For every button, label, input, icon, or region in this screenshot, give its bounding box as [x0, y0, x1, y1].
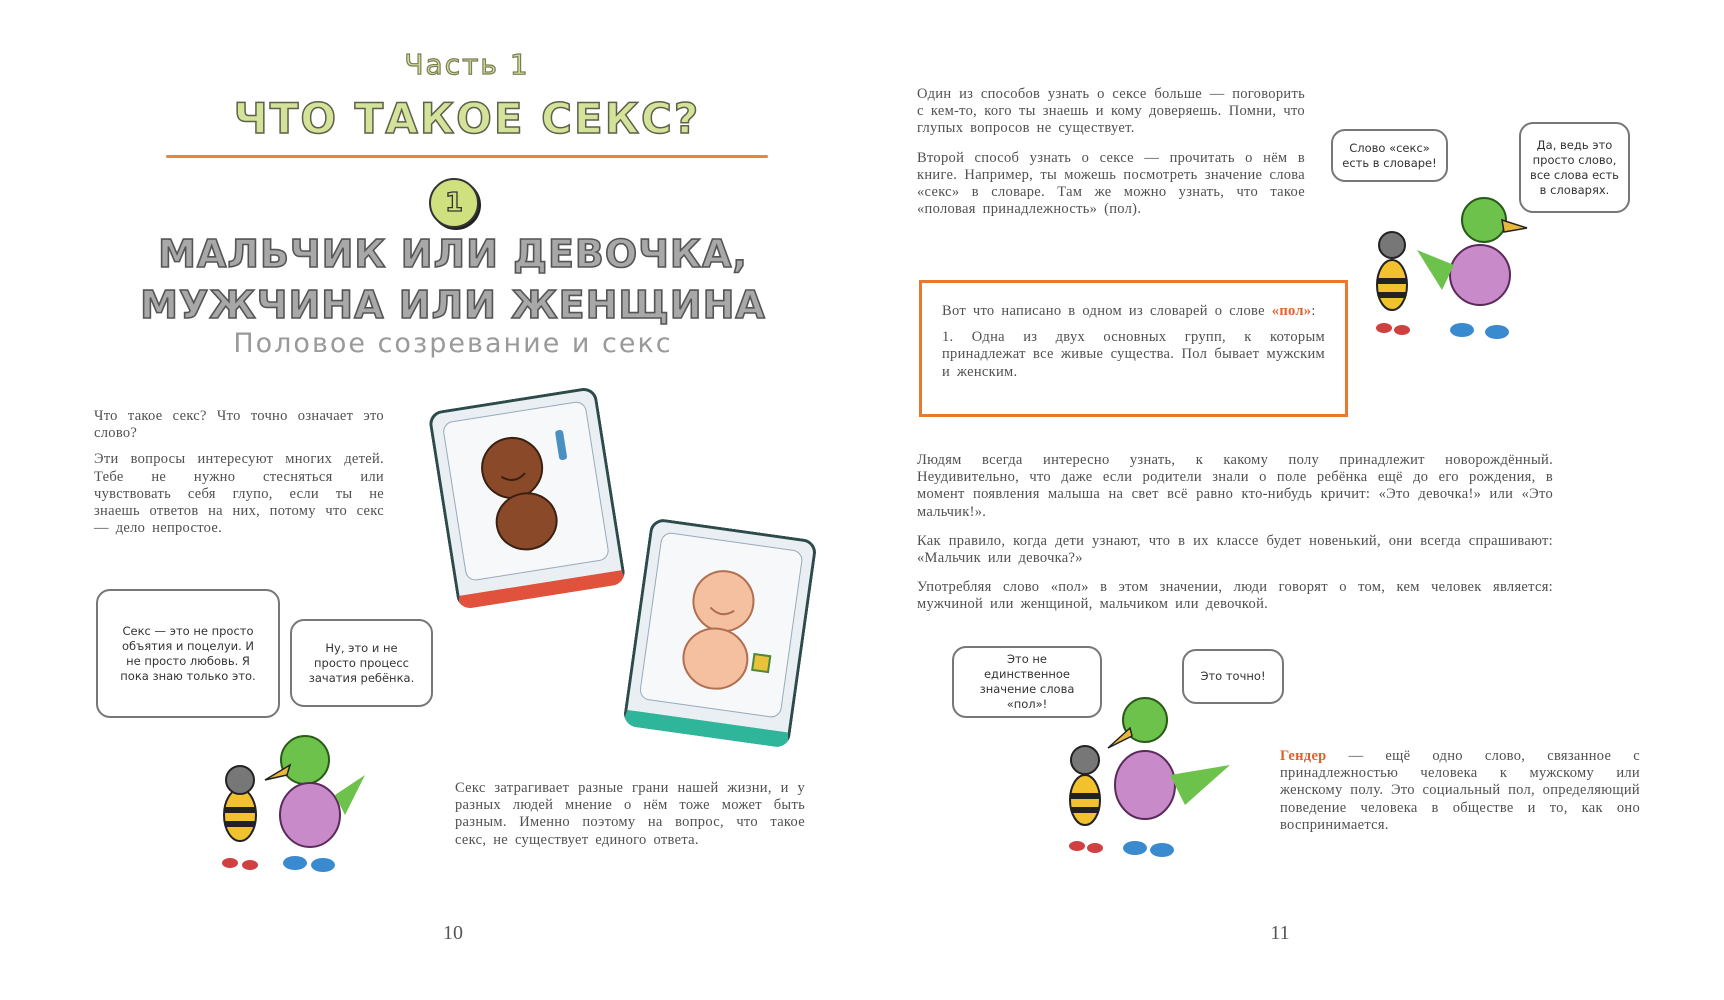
dictionary-intro-text: Вот что написано в одном из словарей о слове — [942, 303, 1265, 319]
speech-bubble-left — [96, 589, 280, 718]
chapter-number-badge: 1 — [429, 178, 479, 228]
bubble-text: Секс — это не просто объятия и поцелуи. И не просто любовь. Я пока знаю только это. — [120, 623, 256, 683]
intro-paragraph: Эти вопросы интересуют многих детей. Тебе не нужно стесняться или чувствовать себя глупо, если ты не знаешь ответов на них, потому что секс — дело непростое. — [94, 451, 384, 537]
baby-light-icon — [628, 521, 815, 730]
middle-text — [917, 452, 1553, 623]
bubble-text: Это точно! — [1200, 669, 1266, 683]
part-label: Часть 1 — [404, 48, 530, 81]
baby-illustration-light — [622, 517, 818, 748]
paragraph: Один из способов узнать о сексе больше — поговорить с кем-то, кого ты знаешь и кому доверяешь. Помни, что глупых вопросов не существует. — [917, 86, 1305, 137]
paragraph: Как правило, когда дети узнают, что в их классе будет новенький, они всегда спрашивают: «Мальчик или девочка?» — [917, 532, 1553, 567]
paragraph: Второй способ узнать о сексе — прочитать о нём в книге. Например, ты можешь посмотреть значение слова «секс» в словаре. Там же можно узнать, что такое «половая принадлежность» (пол). — [917, 149, 1305, 218]
bubble-text: Слово «секс» есть в словаре! — [1342, 140, 1437, 170]
bubble-text: Ну, это и не просто процесс зачатия ребёнка. — [308, 640, 415, 685]
chapter-title-line2: МУЖЧИНА ИЛИ ЖЕНЩИНА — [140, 283, 766, 327]
gender-definition — [1280, 748, 1640, 843]
bubble-text: Это не единственное значение слова «пол»! — [979, 652, 1075, 711]
gender-text: — ещё одно слово, связанное с принадлежностью человека к мужскому или женскому полу. Это социальный пол, определяющий поведение человека в обществе и то, как оно воспринимается. — [1280, 748, 1640, 833]
dictionary-definition: 1. Одна из двух основных групп, к которым принадлежат все живые существа. Пол бывает мужским и женским. — [942, 329, 1325, 380]
baby-dark-icon — [431, 389, 621, 592]
bubble-text: Да, ведь это просто слово, все слова есть в словарях. — [1530, 137, 1619, 197]
intro-text — [94, 408, 384, 546]
dictionary-colon: : — [1311, 303, 1316, 319]
paragraph: Секс затрагивает разные грани нашей жизни, и у разных людей мнение о нём тоже может быть разным. Именно поэтому на вопрос, что такое секс, не существует единого ответа. — [455, 780, 805, 848]
part-title: ЧТО ТАКОЕ СЕКС? — [233, 94, 701, 143]
speech-bubble-top-left — [1331, 129, 1448, 182]
bottom-paragraph — [455, 780, 805, 858]
paragraph: Людям всегда интересно узнать, к какому полу принадлежит новорождённый. Неудивительно, что даже если родители знали о поле ребёнка ещё до его рождения, в момент появления малыша на свет всё равно кто-нибудь кричит: «Это девочка!» или «Это мальчик!». — [917, 452, 1553, 520]
dictionary-box — [919, 280, 1348, 417]
speech-bubble-right — [290, 619, 433, 707]
page-number-right: 11 — [1270, 922, 1290, 944]
page-number-left: 10 — [443, 922, 463, 944]
intro-text-right — [917, 86, 1305, 227]
dictionary-intro — [942, 303, 1325, 320]
bird-and-bee-illustration — [195, 715, 370, 880]
baby-illustration-dark — [427, 386, 626, 610]
chapter-subtitle: Половое созревание и секс — [233, 328, 673, 359]
gender-term: Гендер — [1280, 748, 1327, 764]
dictionary-term: «пол» — [1271, 303, 1312, 319]
chapter-title-line1: МАЛЬЧИК ИЛИ ДЕВОЧКА, — [158, 232, 748, 276]
intro-paragraph: Что такое секс? Что точно означает это слово? — [94, 408, 384, 442]
paragraph: Употребляя слово «пол» в этом значении, люди говорят о том, кем человек является: мужчиной или женщиной, мальчиком или девочкой. — [917, 579, 1553, 613]
title-divider — [166, 155, 768, 158]
gender-paragraph — [1280, 748, 1640, 834]
bird-and-bee-illustration-bottom — [1050, 690, 1240, 860]
bird-and-bee-illustration-top — [1362, 190, 1552, 345]
